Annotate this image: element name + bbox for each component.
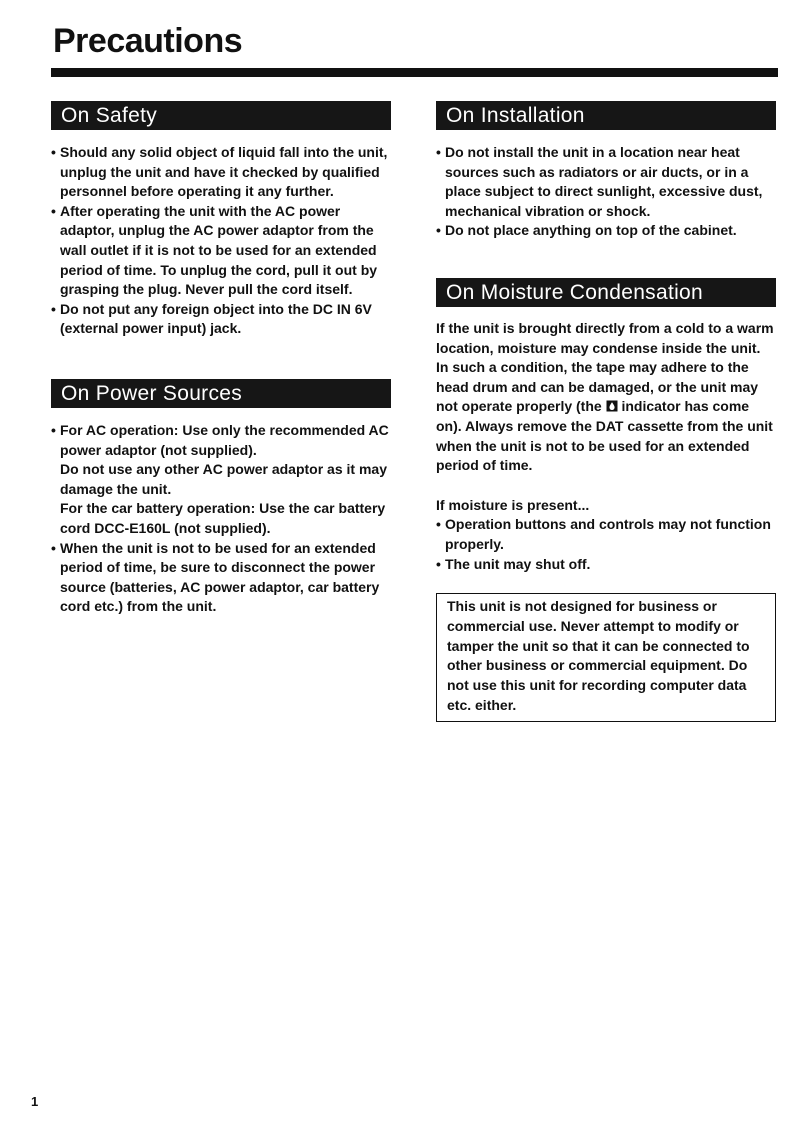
power-item: [51, 421, 391, 539]
moisture-heading: On Moisture Condensation: [436, 278, 776, 307]
safety-list: [51, 143, 391, 339]
page-number: 1: [31, 1094, 39, 1109]
power-item-ac: • For AC operation: Use only the recommended AC power adaptor (not supplied).: [60, 421, 389, 458]
moisture-present-list: [436, 515, 776, 574]
power-heading: On Power Sources: [51, 379, 391, 408]
left-column: [51, 101, 391, 617]
moisture-indicator-icon: [606, 400, 618, 412]
power-item-car: For the car battery operation: Use the car battery cord DCC-E160L (not supplied).: [60, 500, 386, 536]
moisture-text-before: If the unit is brought directly from a cold to a warm location, moisture may condense inside the unit. In such a condition, the tape may adhere to the head drum and can be damaged, or the unit may not operate properly (the: [436, 319, 774, 415]
safety-item: • Do not put any foreign object into the DC IN 6V (external power input) jack.: [51, 300, 391, 339]
moisture-paragraph: [436, 319, 776, 476]
commercial-use-notice: [436, 593, 776, 722]
safety-item: • Should any solid object of liquid fall into the unit, unplug the unit and have it checked by qualified personnel before operating it any further.: [51, 143, 391, 202]
installation-list: [436, 143, 776, 241]
power-item-warning: Do not use any other AC power adaptor as it may damage the unit.: [60, 461, 387, 497]
installation-item: • Do not place anything on top of the cabinet.: [436, 221, 776, 241]
right-column: [436, 101, 776, 722]
power-list: [51, 421, 391, 617]
power-item: • When the unit is not to be used for an extended period of time, be sure to disconnect the power source (batteries, AC power adaptor, car battery cord etc.) from the unit.: [51, 539, 391, 617]
moisture-present-item: • The unit may shut off.: [436, 555, 776, 575]
moisture-present-intro: If moisture is present...: [436, 496, 590, 513]
installation-heading: On Installation: [436, 101, 776, 130]
safety-item: • After operating the unit with the AC power adaptor, unplug the AC power adaptor from the wall outlet if it is not to be used for an extended period of time. To unplug the cord, pull it out by grasping the plug. Never pull the cord itself.: [51, 202, 391, 300]
moisture-text-after: indicator has come on). Always remove the DAT cassette from the unit when the unit is not to be used for an extended period of time.: [436, 398, 773, 474]
notice-text: This unit is not designed for business or commercial use. Never attempt to modify or tamper the unit so that it can be connected to other business or commercial equipment. Do not use this unit for recording computer data etc. either.: [447, 598, 750, 714]
page-title: Precautions: [53, 22, 243, 60]
installation-item: • Do not install the unit in a location near heat sources such as radiators or air ducts, or in a place subject to direct sunlight, excessive dust, mechanical vibration or shock.: [436, 143, 776, 221]
safety-heading: On Safety: [51, 101, 391, 130]
title-rule: [51, 68, 778, 77]
moisture-present-item: • Operation buttons and controls may not function properly.: [436, 515, 776, 554]
